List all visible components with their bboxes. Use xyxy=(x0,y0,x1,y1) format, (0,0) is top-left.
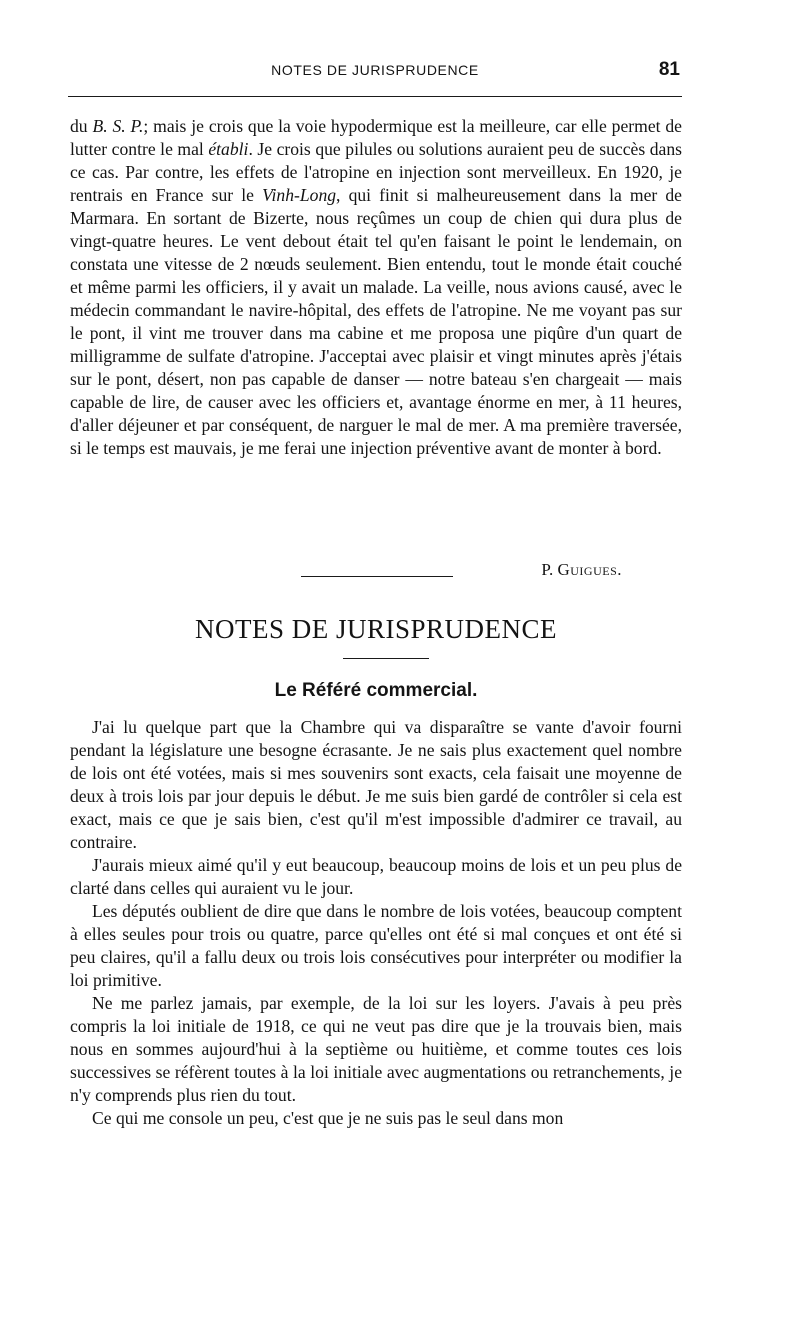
body-paragraph: Les députés oublient de dire que dans le nombre de lois votées, beaucoup comptent à elles seules pour trois ou quatre, parce qu'elles ont été si mal conçues et ont été si peu claires, qu'il a fallu deux ou trois lois consécutives pour interpréter ou modifier la loi primitive. xyxy=(70,901,682,990)
article-body xyxy=(70,716,682,1130)
running-header xyxy=(68,59,682,86)
body-paragraph: Ne me parlez jamais, par exemple, de la loi sur les loyers. J'avais à peu près compris la loi initiale de 1918, ce qui ne veut pas dire que je la trouvais bien, mais nous en sommes aujourd'hui à la septième ou huitième, et comme toutes ces lois successives se réfèrent toutes à la loi initiale avec augmentations ou retranchements, je n'y comprends plus rien du tout. xyxy=(70,993,682,1105)
body-paragraph: J'ai lu quelque part que la Chambre qui va disparaître se vante d'avoir fourni pendant la législature une besogne écrasante. Je ne sais plus exactement quel nombre de lois ont été votées, mais si mes souvenirs sont exacts, cela faisait une moyenne de deux à trois lois par jour depuis le début. Je me suis bien gardé de contrôler si cela est exact, mais ce que je sais bien, c'est qu'il m'est impossible d'admirer ce travail, au contraire. xyxy=(70,717,682,852)
page-number: 81 xyxy=(658,59,680,80)
text-run: du xyxy=(70,116,93,136)
italic-word: établi xyxy=(208,139,249,159)
abbreviation-bsp: B. S. P. xyxy=(92,116,144,136)
previous-article-body xyxy=(70,115,682,460)
header-rule xyxy=(68,96,682,97)
text-run: , qui finit si malheureusement dans la mer de Marmara. En sortant de Bizerte, nous reçûmes un coup de chien qui dura plus de vingt-quatre heures. Le vent debout était tel qu'en faisant le point le lendemain, on constata une vitesse de 2 nœuds seulement. Bien entendu, tout le monde était couché et même parmi les officiers, il y avait un malade. La veille, nous avions causé, avec le médecin commandant le navire-hôpital, des effets de l'atropine. Ne me voyant pas sur le pont, il vint me trouver dans ma cabine et me proposa une piqûre d'un quart de milligramme de sulfate d'atropine. J'acceptai avec plaisir et vingt minutes après j'étais sur le pont, désert, non pas capable de danser — notre bateau s'en chargeait — mais capable de lire, de causer avec les officiers et, avantage énorme en mer, à 11 heures, d'aller déjeuner et par conséquent, de narguer le mal de mer. A ma première traversée, si le temps est mauvais, je me ferai une injection préventive avant de monter à bord. xyxy=(70,185,682,458)
text-run: ; mais je crois que la voie hypodermique est la meilleure, car elle permet de lutter contre le mal xyxy=(70,116,682,159)
section-title: NOTES DE JURISPRUDENCE xyxy=(194,614,558,644)
body-paragraph: Ce qui me console un peu, c'est que je ne suis pas le seul dans mon xyxy=(92,1108,564,1128)
signature-name: Guigues. xyxy=(557,560,622,579)
ship-name: Vinh-Long xyxy=(262,185,337,205)
body-paragraph: J'aurais mieux aimé qu'il y eut beaucoup, beaucoup moins de lois et un peu plus de clarté dans celles qui auraient vu le jour. xyxy=(70,855,682,898)
running-title: NOTES DE JURISPRUDENCE xyxy=(271,62,479,78)
title-rule xyxy=(343,658,429,659)
text-run: . Je crois que pilules ou solutions auraient peu de succès dans ce cas. Par contre, les effets de l'atropine en injection sont merveilleux. En 1920, je rentrais en France sur le xyxy=(70,139,682,205)
section-separator xyxy=(301,576,453,577)
body-paragraph xyxy=(70,115,682,460)
author-signature xyxy=(422,560,622,580)
article-subtitle: Le Référé commercial. xyxy=(274,680,478,701)
signature-initial: P. xyxy=(541,560,554,579)
